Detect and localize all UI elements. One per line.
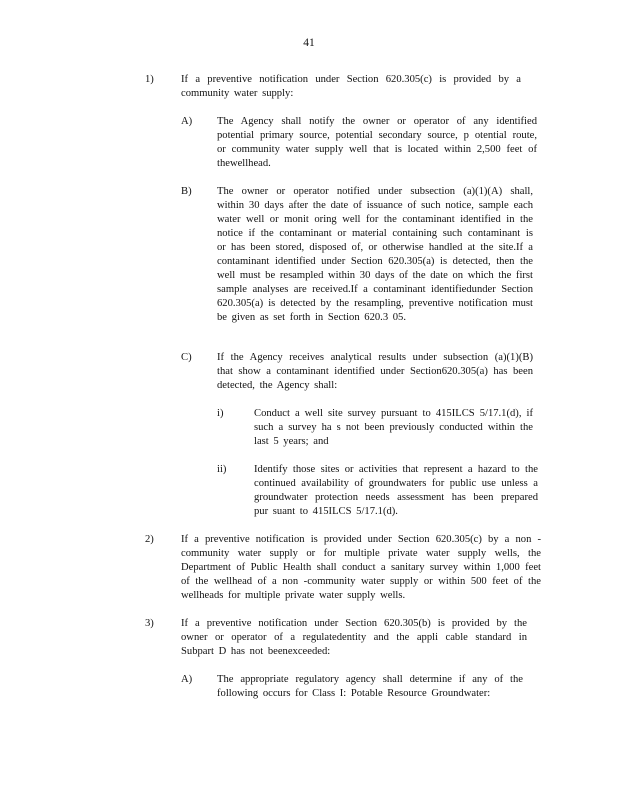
item-1c-ii-label: ii) — [217, 464, 227, 475]
item-1c-ii-text: Identify those sites or activities that represent a hazard to the continued availability of groundwaters for public use unless a groundwater protection needs assessment has been prepared pur suant to 415ILCS 5/17.1(d). — [254, 464, 538, 517]
item-1c-i-text: Conduct a well site survey pursuant to 415ILCS 5/17.1(d), if such a survey ha s not been previously conducted within the last 5 years; and — [254, 408, 533, 447]
item-1-label: 1) — [145, 74, 154, 85]
item-1a-label: A) — [181, 116, 193, 127]
item-1-text: If a preventive notification under Section 620.305(c) is provided by a community water supply: — [181, 74, 521, 99]
item-2-text: If a preventive notification is provided under Section 620.305(c) by a non - community water supply or for multiple private water supply wells, the Department of Public Health shall conduct a sanitary survey within 1,000 feet of the wellhead of a non -community water supply or within 500 feet of the wellheads for multiple private water supply wells. — [181, 534, 541, 601]
item-1c-i-label: i) — [217, 408, 224, 419]
item-1a-text: The Agency shall notify the owner or operator of any identified potential primary source, potential secondary source, p otential route, or community water supply well that is located within 2,500 feet of thewellhead. — [217, 116, 537, 169]
page-number: 41 — [303, 37, 315, 49]
item-3-text: If a preventive notification under Section 620.305(b) is provided by the owner or operator of a regulatedentity and the appli cable standard in Subpart D has not beenexceeded: — [181, 618, 527, 657]
item-2-label: 2) — [145, 534, 154, 545]
item-1b-label: B) — [181, 186, 192, 197]
item-1c-label: C) — [181, 352, 192, 363]
item-1c-text: If the Agency receives analytical results under subsection (a)(1)(B) that show a contaminant identified under Section620.305(a) has been detected, the Agency shall: — [217, 352, 533, 391]
item-3a-label: A) — [181, 674, 193, 685]
item-3-label: 3) — [145, 618, 154, 629]
item-1b-text: The owner or operator notified under subsection (a)(1)(A) shall, within 30 days after the date of issuance of such notice, sample each water well or monit oring well for the contaminant identified in the notice if the contaminant or material containing such contaminant is or has been stored, disposed of, or otherwise handled at the site.If a contaminant identified under Section 620.305(a) is detected, then the well must be resampled within 30 days of the date on which the first sample analyses are received.If a contaminant identifiedunder Section 620.305(a) is detected by the resampling, preventive notification must be given as set forth in Section 620.3 05. — [217, 186, 533, 323]
item-3a-text: The appropriate regulatory agency shall determine if any of the following occurs for Class I: Potable Resource Groundwater: — [217, 674, 523, 699]
